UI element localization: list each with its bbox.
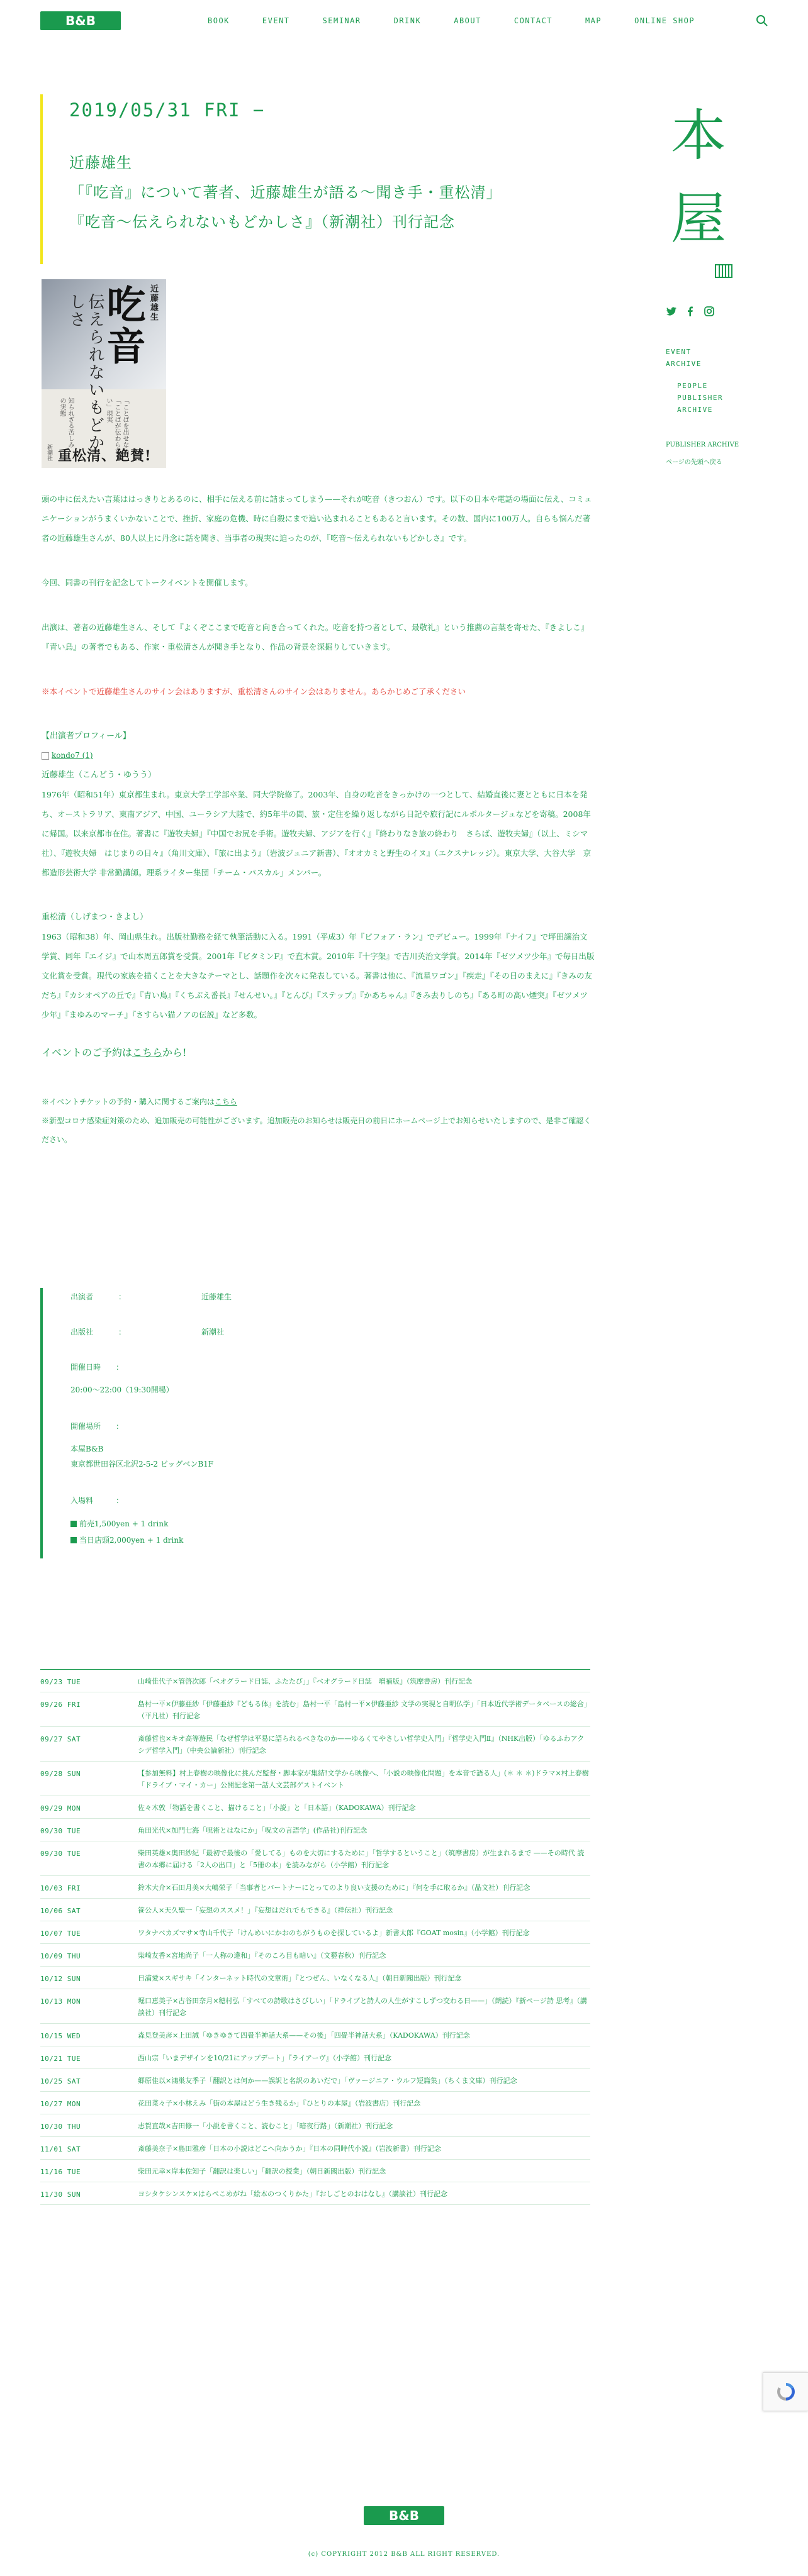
venue-name: 本屋B&B [70,1445,104,1453]
bullet-square [70,1537,77,1543]
event-list-item[interactable] [40,2114,590,2137]
event-list-date: 10/13 MON [40,1997,81,2006]
profile-heading: 【出演者プロフィール】 [42,731,131,741]
cover-blurb-2: 知られざる苦しみの実態 [59,397,74,448]
bnb-logo[interactable] [40,11,121,30]
event-date: 2019/05/31 FRI − [69,99,266,121]
event-list-title[interactable]: 柴田英雄×奥田紗紀「最初で最後の「愛してる」ものを大切にするために」「哲学するということ」（筑摩書房）が生まれるまで ——その時代 読書の本郷に届ける「2人の出口」と「5冊の本」を読みながら（小学館）刊行記念 [138,1849,585,1869]
shigematsu-bio: 1963（昭和38）年、岡山県生れ。出版社勤務を経て執筆活動に入る。1991（平成3）年『ビフォア・ラン』でデビュー。1999年『ナイフ』で坪田譲治文学賞、同年『エイジ』で山本周五郎賞を受賞。2001年『ビタミンF』で直木賞。2010年『十字架』で吉川英治文学賞。2014年『ゼツメツ少年』で毎日出版文化賞を受賞。現代の家族を描くことを大きなテーマとし、話題作を次々に発表している。著書は他に、『流星ワゴン』『疾走』『その日のまえに』『きみの友だち』『カシオペアの丘で』『青い鳥』『くちぶえ番長』『せんせい。』『とんび』『ステップ』『かあちゃん』『きみ去りしのち』『ある町の高い煙突』『ゼツメツ少年』『まゆみのマーチ』『さすらい猫ノアの伝説』など多数。 [42,932,595,1019]
event-list-title[interactable]: 鈴木大介×石田月美×大嶋栄子「当事者とパートナーにとってのより良い支援のために」『何を手に取るか』（晶文社）刊行記念 [138,1884,530,1892]
nav-book[interactable]: BOOK [208,16,230,25]
back-to-top-link[interactable]: ページの先頭へ戻る [666,459,722,466]
footer-logo[interactable] [364,2506,444,2525]
event-list-item[interactable] [40,2137,590,2160]
event-list-date: 09/30 TUE [40,1850,81,1858]
tag-people[interactable]: PEOPLE [677,382,708,390]
info-colon: ： [118,1328,126,1336]
info-row-publisher [70,1326,232,1338]
instagram-icon[interactable] [704,306,715,317]
event-list-item[interactable] [40,1692,590,1727]
event-list-item[interactable] [40,1899,590,1921]
reservation-text-end: から! [162,1046,187,1058]
nav-event[interactable]: EVENT [262,16,290,25]
event-list-item[interactable] [40,2046,590,2069]
event-list-date: 10/03 FRI [40,1884,81,1892]
event-title-line: 近藤雄生 [69,154,132,172]
price-text: 前売1,500yen + 1 drink [79,1519,169,1528]
event-list-item[interactable] [40,1762,590,1796]
event-title [69,148,573,237]
event-list-date: 10/27 MON [40,2100,81,2108]
books-icon[interactable] [715,263,732,279]
event-list-date: 09/28 SUN [40,1770,81,1778]
reservation-line [42,1043,595,1062]
event-list-item[interactable] [40,1876,590,1899]
guest-paragraph: 出演は、著者の近藤雄生さん、そして『よくぞここまで吃音と向き合ってくれた。吃音を持つ者として、最敬礼』という推薦の言葉を寄せた、『きよしこ』『青い鳥』の著者でもある、作家・重松清さんが聞き手となり、作品の背景を深掘りしていきます。 [42,623,589,652]
publisher-archive-link[interactable]: PUBLISHER ARCHIVE [666,441,739,448]
event-list-title[interactable]: ヨシタケシンスケ×はらぺこめがね「絵本のつくりかた」『おしごとのおはなし』（講談社）刊行記念 [138,2190,447,2198]
event-title-line: 「『吃音』について著者、近藤雄生が語る〜聞き手・重松清」 [69,184,502,201]
recaptcha-badge[interactable] [763,2372,808,2411]
bookstore-heading [667,94,730,260]
event-list-date: 10/12 SUN [40,1975,81,1983]
main-nav [208,16,727,25]
event-list-item[interactable] [40,1944,590,1967]
event-list-date: 11/16 TUE [40,2168,81,2176]
reservation-link[interactable]: こちら [132,1046,163,1058]
event-list-date: 10/06 SAT [40,1907,81,1915]
event-list-title[interactable]: 柴田元幸×岸本佐知子「翻訳は楽しい」「翻訳の授業」（朝日新聞出版）刊行記念 [138,2167,386,2175]
nav-about[interactable]: ABOUT [454,16,481,25]
info-colon: ： [118,1292,126,1301]
ticket-note-2: ※新型コロナ感染症対策のため、追加販売の可能性がございます。追加販売のお知らせは販売日の前日にホームページ上でお知らせいたしますので、是非ご確認ください。 [42,1116,592,1144]
event-list-title[interactable]: 堀口恵美子×古谷田奈月×穂村弘「すべての詩歌はさびしい」「ドライブと詩人の人生がすこしずつ交わる日——」（朗読）『新ページ詩 思考』（講談社）刊行記念 [138,1997,587,2017]
event-list-title[interactable]: 志賀直哉×吉田修一「小説を書くこと、読むこと」「暗夜行路」（新潮社）刊行記念 [138,2122,393,2130]
twitter-icon[interactable] [666,306,677,317]
event-list-date: 10/25 SAT [40,2077,81,2085]
event-list-date: 10/21 TUE [40,2055,81,2063]
sidebar-tags [666,346,723,416]
tag-archive-2[interactable]: ARCHIVE [677,406,713,414]
cover-title: 吃音 [100,284,146,367]
info-value: 新潮社 [201,1328,225,1336]
event-list-date: 11/01 SAT [40,2145,81,2153]
event-list-item[interactable] [40,1967,590,1989]
announce-paragraph: 今回、同書の刊行を記念してトークイベントを開催します。 [42,578,253,587]
search-icon[interactable] [755,14,769,28]
info-place-label: 開催場所 ： [70,1422,124,1431]
event-list-date: 09/23 TUE [40,1678,81,1686]
book-cover-image [42,279,166,468]
event-list-item[interactable] [40,1727,590,1762]
intro-paragraph: 頭の中に伝えたい言葉ははっきりとあるのに、相手に伝える前に詰まってしまう——それが吃音（きつおん）です。以下の日本や電話の場面に伝え、コミュニケーションがうまくいかないことで、挫折、家庭の危機、時に自殺にまで追い込まれることもあると言います。その数、国内に100万人。自らも悩んだ著者の近藤雄生さんが、80人以上に丹念に話を聞き、当事者の現実に迫ったのが、『吃音〜伝えられないもどかしさ』です。 [42,494,592,543]
event-list-title[interactable]: 【参加無料】村上春樹の映像化に挑んだ監督・脚本家が集結!文学から映像へ、「小説の映像化問題」を本音で語る人」(＊ ＊ ＊)ドラマ×村上春樹「ドライブ・マイ・カー」公開記念第一話人文芸部ゲストイベント [138,1769,589,1789]
event-list-date: 11/30 SUN [40,2190,81,2199]
price-advance [70,1516,232,1532]
event-list-item[interactable] [40,1819,590,1841]
event-list-date: 10/07 TUE [40,1929,81,1938]
event-list-date: 10/30 THU [40,2123,81,2131]
nav-online-shop[interactable]: ONLINE SHOP [634,16,695,25]
event-list-title[interactable]: 笹公人×天久聖一「妄想のススメ！」『妄想はだれでもできる』（祥伝社）刊行記念 [138,1906,393,1914]
event-list-item[interactable] [40,1670,590,1692]
event-list-date: 09/27 SAT [40,1735,81,1743]
bullet-square [70,1521,77,1527]
event-list-title[interactable]: 斎藤哲也×キオ高等遊民「なぜ哲学は平易に語られるべきなのか——ゆるくてやさしい哲学史入門」『哲学史入門Ⅱ』（NHK出版）「ゆるふわアクシデ哲学入門」（中央公論新社）刊行記念 [138,1735,585,1755]
kondo-name: 近藤雄生（こんどう・ゆうう） [42,770,157,780]
event-description [42,489,595,1149]
site-header [0,0,808,43]
event-list-date: 10/09 THU [40,1952,81,1960]
event-list-item[interactable] [40,2024,590,2046]
svg-text:B&B: B&B [389,2508,419,2523]
social-links [666,306,715,317]
event-info [70,1291,232,1548]
event-list-item[interactable] [40,2069,590,2092]
svg-text:B&B: B&B [65,13,96,28]
copyright: (c) COPYRIGHT 2012 B&B ALL RIGHT RESERVED. [308,2551,500,2558]
event-list-item[interactable] [40,2092,590,2114]
event-list-item[interactable] [40,2182,590,2205]
cover-publisher: 新潮社 [46,444,52,461]
ticket-guide-link[interactable]: こちら [214,1097,237,1106]
note-text: ※イベントチケットの予約・購入に関するご案内は [42,1097,215,1106]
event-list-title[interactable]: 佐々木敦「物語を書くこと、描けること」「小説」と「日本語」（KADOKAWA）刊行記念 [138,1804,416,1812]
event-list-item[interactable] [40,1921,590,1944]
nav-seminar[interactable]: SEMINAR [322,16,361,25]
event-list-title[interactable]: ワタナベカズマサ×寺山千代子「けんめいにかおのちがうものを探しているよ」新書太郎『GOAT mosin』（小学館）刊行記念 [138,1929,530,1937]
event-list-title[interactable]: 山崎佳代子×管啓次郎「ベオグラード日誌、ふたたび」」『ベオグラード日誌 増補版』（筑摩書房）刊行記念 [138,1677,473,1685]
tag-event[interactable]: EVENT [666,348,692,356]
event-list-title[interactable]: 島村一平×伊藤亜紗「伊藤亜紗『どもる体』を読む」島村一平「島村一平×伊藤亜紗 文学の実現と自明仏学」「日本近代学術データベースの総合」（平凡社）刊行記念 [138,1700,588,1720]
tag-publisher[interactable]: PUBLISHER [677,394,724,402]
nav-drink[interactable]: DRINK [393,16,422,25]
heading-char: 屋 [670,186,726,251]
info-time-value: 20:00〜22:00（19:30開場） [70,1385,174,1394]
info-accent-bar [40,1288,43,1558]
event-list-date: 09/30 TUE [40,1827,81,1835]
event-title-line: 『吃音〜伝えられないもどかしさ』（新潮社）刊行記念 [69,213,455,231]
event-list-date: 10/15 WED [40,2032,81,2040]
cover-subtitle: 伝えられないもどかしさ [67,293,104,452]
ticket-note-1 [42,1092,595,1111]
shigematsu-name: 重松清（しげまつ・きよし） [42,913,149,922]
ticket-notes [42,1092,595,1149]
info-fee-label: 入場料 ： [70,1496,124,1505]
price-text: 当日店頭2,000yen + 1 drink [79,1536,184,1545]
nav-map[interactable]: MAP [585,16,602,25]
event-list-title[interactable]: 日浦愛×スギサキ「インターネット時代の文章術」『とつぜん、いなくなる人』（朝日新聞出版）刊行記念 [138,1974,462,1982]
info-place [70,1441,232,1472]
broken-image-icon [42,752,49,760]
facebook-icon[interactable] [685,306,696,317]
event-list-title[interactable]: 柴崎友香×宮地尚子「一人称の違和」『そのころ目も暗い』（文藝春秋）刊行記念 [138,1951,386,1960]
event-list-date: 09/29 MON [40,1804,81,1813]
venue-address: 東京都世田谷区北沢2-5-2 ビッグベンB1F [70,1460,214,1468]
info-key: 出版社 [70,1328,94,1336]
cover-author: 近藤雄生 [149,284,158,322]
tag-archive[interactable]: ARCHIVE [666,360,702,368]
event-list-title[interactable]: 郷原佳以×鴻巣友季子「翻訳とは何か——誤訳と名訳のあいだで」「ヴァージニア・ウルフ短篇集」（ちくま文庫）刊行記念 [138,2077,517,2085]
cover-blurb: 「ことばを出せない」「ことばが伝わらない」現実 [105,397,128,457]
info-key: 出演者 [70,1292,94,1301]
info-row-performer [70,1291,232,1303]
cover-praise: 重松清、絶賛! [58,448,152,464]
event-list-item[interactable] [40,2160,590,2182]
event-list-item[interactable] [40,1796,590,1819]
recaptcha-icon [775,2380,797,2403]
event-list-title[interactable]: 角田光代×加門七海「呪術とはなにか」「呪文の言語学」(作品社)刊行記念 [138,1826,368,1835]
price-door [70,1532,232,1548]
signing-notice: ※本イベントで近藤雄生さんのサイン会はありますが、重松清さんのサイン会はありません。あらかじめご了承ください [42,687,466,696]
heading-char: 本 [670,103,726,168]
event-list-title[interactable]: 花田菜々子×小林えみ「街の本屋はどう生き残るか」『ひとりの本屋』（岩波書店）刊行記念 [138,2099,421,2107]
title-accent-bar [40,94,43,264]
nav-contact[interactable]: CONTACT [513,16,553,25]
event-list-item[interactable] [40,1841,590,1876]
event-list-item[interactable] [40,1989,590,2024]
event-list-title[interactable]: 森見登美彦×上田誠「ゆきゆきて四畳半神話大系——その後」「四畳半神話大系」（KADOKAWA）刊行記念 [138,2031,470,2040]
event-list-title[interactable]: 斎藤美奈子×島田雅彦「日本の小説はどこへ向かうか」『日本の同時代小説』（岩波新書）刊行記念 [138,2145,441,2153]
kondo-bio: 1976年（昭和51年）東京都生まれ。東京大学工学部卒業、同大学院修了。2003年、自身の吃音をきっかけの一つとして、結婚直後に妻とともに日本を発ち、オーストラリア、東南アジア、中国、ユーラシア大陸で、約5年半の間、旅・定住を繰り返しながら日記や旅行記にルポルタージュなどを寄稿。2008年に帰国。以来京都市在住。著書に『遊牧夫婦』『中国でお尻を手術。遊牧夫婦、アジアを行く』『終わりなき旅の終わり さらば、遊牧夫婦』（以上、ミシマ社）、『遊牧夫婦 はじまりの日々』（角川文庫）、『旅に出よう』（岩波ジュニア新書）、『オオカミと野生のイヌ』（エクスナレッジ）。東京大学、大谷大学 京都造形芸術大学 非常勤講師。理系ライター集団「チーム・パスカル」メンバー。 [42,790,592,877]
event-list-date: 09/26 FRI [40,1701,81,1709]
author-photo-alt: kondo7 (1) [52,751,93,760]
event-list-title[interactable]: 西山宗「いまデザインを10/21にアップデート」『ライアーヴ』（小学館）刊行記念 [138,2054,392,2062]
reservation-text: イベントのご予約は [42,1046,133,1058]
upcoming-events-list [40,1669,590,2205]
info-value: 近藤雄生 [201,1292,232,1301]
sidebar-small-links [666,436,739,472]
info-time-label: 開催日時 ： [70,1363,124,1372]
author-photo-link[interactable] [42,746,595,765]
